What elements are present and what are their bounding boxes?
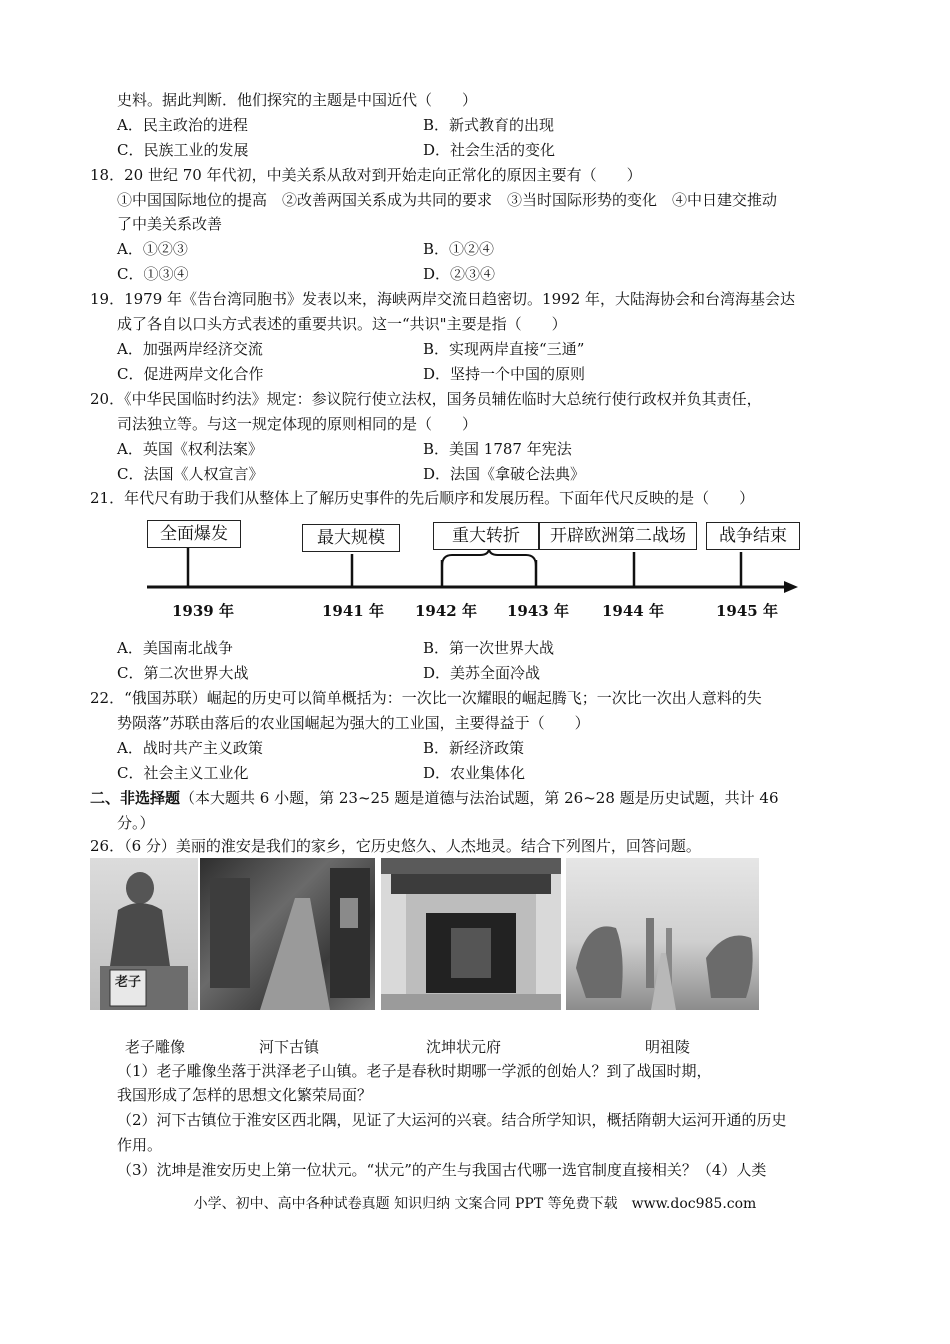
q22-option-b: B．新经济政策: [423, 739, 525, 757]
q26-sub1-line1: （1）老子雕像坐落于洪泽老子山镇。老子是春秋时期哪一学派的创始人？到了战国时期，: [117, 1062, 712, 1080]
shenkun-mansion-drawing: [381, 858, 561, 1010]
q18-option-d: D．②③④: [423, 265, 496, 283]
caption-shenkun-mansion: 沈坤状元府: [426, 1038, 502, 1056]
q26-sub2-line1: （2）河下古镇位于淮安区西北隅，见证了大运河的兴衰。结合所学知识，概括隋朝大运河开通的历史: [117, 1111, 787, 1129]
caption-hexia-town: 河下古镇: [259, 1038, 320, 1056]
q26-sub1-line2: 我国形成了怎样的思想文化繁荣局面？: [117, 1086, 373, 1104]
q19-option-c: C．促进两岸文化合作: [117, 365, 264, 383]
laozi-plaque: 老子: [114, 975, 141, 990]
timeline-event-war-end: 战争结束: [706, 522, 800, 550]
timeline-event-second-front: 开辟欧洲第二战场: [539, 522, 697, 550]
q21-option-a: A．美国南北战争: [117, 639, 233, 657]
q20-option-b: B．美国 1787 年宪法: [423, 440, 572, 458]
shenkun-mansion-photo: [381, 858, 561, 1010]
laozi-statue-drawing: [90, 858, 198, 1010]
caption-ming-tomb: 明祖陵: [645, 1038, 691, 1056]
q20-option-c: C．法国《人权宣言》: [117, 465, 264, 483]
q19-stem-line2: 成了各自以口头方式表述的重要共识。这一“共识"主要是指（ ）: [117, 315, 567, 333]
timeline-year-1943: 1943 年: [507, 602, 569, 620]
section2-heading: 二、非选择题: [90, 789, 181, 807]
q22-stem-line1: 22．“俄国苏联）崛起的历史可以简单概括为：一次比一次耀眼的崛起腾飞；一次比一次出人意料的失: [90, 689, 762, 707]
timeline-year-1944: 1944 年: [602, 602, 664, 620]
timeline-year-1942: 1942 年: [415, 602, 477, 620]
laozi-statue-photo: [90, 858, 198, 1010]
q19-option-b: B．实现两岸直接“三通”: [423, 340, 585, 358]
section2-note-line2: 分。）: [117, 814, 155, 832]
q18-stem: 18．20 世纪 70 年代初，中美关系从敌对到开始走向正常化的原因主要有（ ）: [90, 166, 642, 184]
q17-option-d: D．社会生活的变化: [423, 141, 556, 159]
q18-items-line1: ①中国国际地位的提高 ②改善两国关系成为共同的要求 ③当时国际形势的变化 ④中日建交推动: [117, 191, 778, 209]
hexia-town-drawing: [200, 858, 375, 1010]
timeline-arrowhead: [784, 581, 798, 593]
turning-point-brace: [442, 548, 536, 566]
q22-option-a: A．战时共产主义政策: [117, 739, 263, 757]
q20-option-d: D．法国《拿破仑法典》: [423, 465, 586, 483]
q21-stem: 21．年代尺有助于我们从整体上了解历史事件的先后顺序和发展历程。下面年代尺反映的是（ ）: [90, 489, 755, 507]
q18-items-line2: 了中美关系改善: [117, 215, 223, 233]
timeline-year-1941: 1941 年: [322, 602, 384, 620]
timeline-event-largest-scale: 最大规模: [302, 524, 400, 552]
q17-option-c: C．民族工业的发展: [117, 141, 249, 159]
section2-note: （本大题共 6 小题，第 23~25 题是道德与法治试题，第 26~28 题是历史试题，共计 46: [180, 789, 779, 807]
q18-option-b: B．①②④: [423, 240, 495, 258]
q19-option-a: A．加强两岸经济交流: [117, 340, 263, 358]
q21-option-c: C．第二次世界大战: [117, 664, 249, 682]
q18-option-c: C．①③④: [117, 265, 189, 283]
q18-option-a: A．①②③: [117, 240, 188, 258]
q20-stem-line2: 司法独立等。与这一规定体现的原则相同的是（ ）: [117, 415, 478, 433]
timeline-event-turning-point: 重大转折: [433, 522, 539, 550]
section2-line1: [90, 788, 779, 808]
timeline: [0, 0, 950, 640]
q20-stem-line1: 20．《中华民国临时约法》规定：参议院行使立法权，国务员辅佐临时大总统行使行政权并负其责任，: [90, 390, 762, 408]
q26-sub2-line2: 作用。: [117, 1136, 163, 1154]
q22-option-c: C．社会主义工业化: [117, 764, 249, 782]
footer-text: 小学、初中、高中各种试卷真题 知识归纳 文案合同 PPT 等免费下载 www.doc985.com: [193, 1196, 757, 1212]
ming-tomb-drawing: [566, 858, 759, 1010]
q21-option-d: D．美苏全面冷战: [423, 664, 541, 682]
q19-stem-line1: 19．1979 年《告台湾同胞书》发表以来，海峡两岸交流日趋密切。1992 年，大陆海协会和台湾海基会达: [90, 290, 795, 308]
q17-stem: 史料。据此判断．他们探究的主题是中国近代（ ）: [117, 91, 478, 109]
q17-option-b: B．新式教育的出现: [423, 116, 555, 134]
q22-option-d: D．农业集体化: [423, 764, 526, 782]
timeline-year-1939: 1939 年: [172, 602, 234, 620]
hexia-ancient-town-photo: [200, 858, 375, 1010]
q20-option-a: A．英国《权利法案》: [117, 440, 263, 458]
q21-option-b: B．第一次世界大战: [423, 639, 555, 657]
q19-option-d: D．坚持一个中国的原则: [423, 365, 586, 383]
timeline-event-full-outbreak: 全面爆发: [147, 520, 241, 548]
q22-stem-line2: 势陨落”苏联由落后的农业国崛起为强大的工业国，主要得益于（ ）: [117, 714, 590, 732]
q26-sub3-line1: （3）沈坤是淮安历史上第一位状元。“状元”的产生与我国古代哪一选官制度直接相关？（4）人类: [117, 1161, 767, 1179]
caption-laozi-statue: 老子雕像: [125, 1038, 186, 1056]
q17-option-a: A．民主政治的进程: [117, 116, 248, 134]
q26-stem: 26．（6 分）美丽的淮安是我们的家乡，它历史悠久、人杰地灵。结合下列图片，回答问题。: [90, 837, 701, 855]
timeline-year-1945: 1945 年: [716, 602, 778, 620]
ming-ancestral-tomb-photo: [566, 858, 759, 1010]
